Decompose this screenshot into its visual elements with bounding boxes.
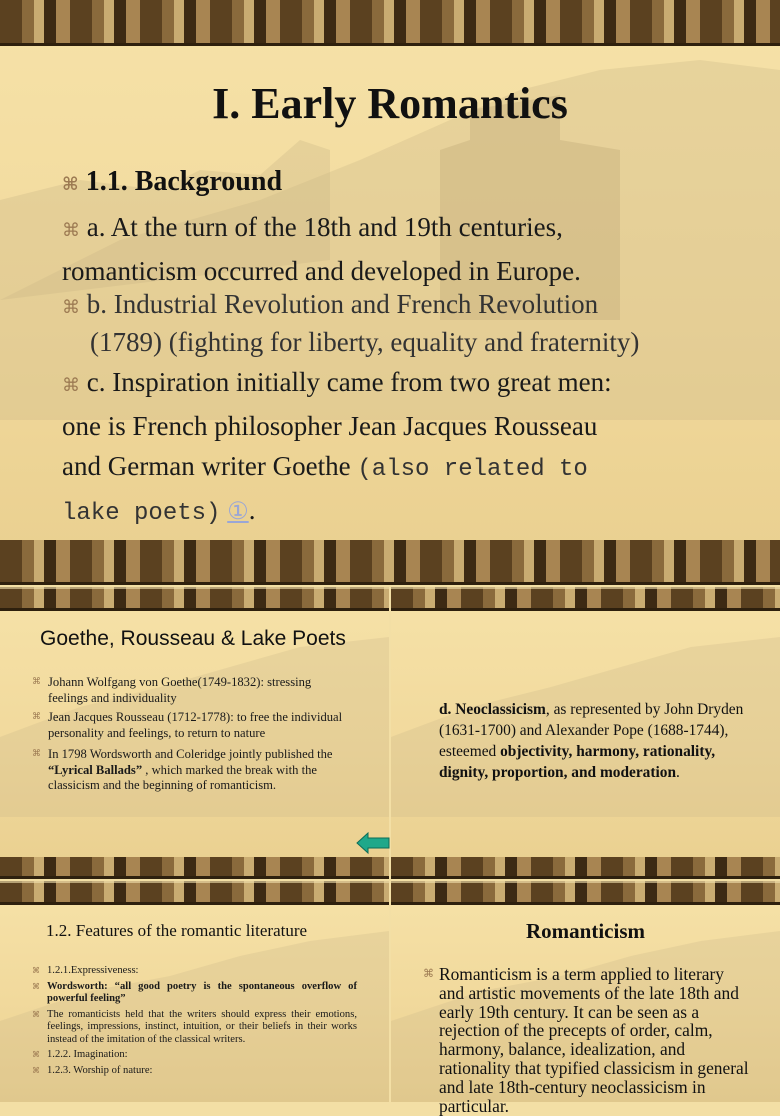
top-banner [0, 881, 389, 905]
top-banner [0, 0, 780, 46]
period: . [248, 495, 256, 525]
point-b-line1: b. Industrial Revolution and French Revolution [86, 289, 599, 319]
item3-bold: “Lyrical Ballads” [48, 762, 143, 777]
bullet-icon: ⌘ [62, 375, 80, 396]
slide-features [0, 881, 389, 1102]
point-c-line2: one is French philosopher Jean Jacques Rousseau [62, 411, 598, 441]
point-c-line3-mono: (also related to [357, 456, 588, 483]
point-c-line1: c. Inspiration initially came from two great men: [86, 367, 612, 397]
slide2-list [32, 675, 352, 794]
slide-title: I. Early Romantics [212, 79, 568, 128]
slide4-list [32, 965, 357, 1077]
bullet-icon: ⌘ [32, 966, 40, 975]
top-banner [0, 587, 389, 611]
point-b-line2: (1789) (fighting for liberty, equality and fraternity) [90, 327, 640, 357]
period: . [676, 764, 680, 781]
bullet-icon: ⌘ [32, 712, 41, 722]
back-arrow-icon[interactable] [356, 832, 390, 854]
item-wordsworth-quote: Wordsworth: “all good poetry is the spontaneous overflow of powerful feeling” [47, 980, 357, 1004]
slide-title: Goethe, Rousseau & Lake Poets [40, 627, 346, 650]
neoclassicism-text [439, 699, 757, 783]
heading-text: 1.1. Background [85, 166, 283, 197]
definition-text: Romanticism is a term applied to literary and artistic movements of the late 18th and early 19th century. It can be seen as a rejection of the precepts of order, calm, harmony, balance, idealization, and rationality that typified classicism in general and late 18th-century neoclassicism in particular. [439, 964, 749, 1116]
slide-romanticism [391, 881, 780, 1116]
bullet-icon: ⌘ [32, 1050, 40, 1059]
item-goethe: Johann Wolfgang von Goethe(1749-1832): stressing feelings and individuality [48, 675, 312, 705]
point-c [62, 362, 612, 534]
bullet-icon: ⌘ [62, 297, 80, 318]
list-item [32, 1009, 357, 1047]
point-c-line4-mono: lake poets) [62, 500, 221, 527]
background-heading [62, 166, 282, 198]
point-c-line3: and German writer Goethe [62, 451, 351, 481]
bullet-icon: ⌘ [32, 677, 41, 687]
top-banner [391, 881, 780, 905]
romanticism-definition [423, 965, 753, 1115]
neoclassicism-term: d. Neoclassicism [439, 701, 546, 718]
footnote-link[interactable]: ① [227, 499, 249, 525]
bullet-icon: ⌘ [62, 174, 79, 195]
list-item [32, 1049, 357, 1062]
list-item [32, 675, 352, 706]
bottom-banner [0, 857, 389, 879]
item-romanticists: The romanticists held that the writers should express their emotions, feelings, impressions, instinct, intuition, or their beliefs in their works instead of the imitation of the classical writers. [47, 1008, 357, 1045]
bullet-icon: ⌘ [32, 981, 40, 991]
bullet-icon: ⌘ [32, 1009, 40, 1019]
slide-title: Romanticism [526, 919, 645, 943]
list-item [32, 710, 352, 741]
list-item [32, 1065, 357, 1078]
top-banner [391, 587, 780, 611]
slide-neoclassicism [391, 587, 780, 879]
item-rousseau: Jean Jacques Rousseau (1712-1778): to free the individual personality and feelings, to return to nature [48, 710, 343, 740]
list-item [32, 981, 357, 1006]
item-worship-nature: 1.2.3. Worship of nature: [47, 1064, 153, 1076]
item3-post: , which marked the break with the classicism and the beginning of romanticism. [48, 762, 317, 792]
bullet-icon: ⌘ [32, 749, 41, 759]
neoclassicism-values: objectivity, harmony, rationality, dignity, proportion, and moderation [439, 743, 716, 781]
bullet-icon: ⌘ [32, 1065, 40, 1075]
bottom-banner [0, 540, 780, 585]
item3-pre: In 1798 Wordsworth and Coleridge jointly published the [48, 747, 333, 761]
list-item [32, 747, 352, 794]
bottom-banner [391, 857, 780, 879]
item-imagination: 1.2.2. Imagination: [47, 1049, 128, 1060]
slide-goethe-rousseau [0, 587, 389, 879]
point-a-line2: romanticism occurred and developed in Europe. [62, 256, 581, 286]
point-a-line1: a. At the turn of the 18th and 19th centuries, [86, 212, 563, 242]
point-b [62, 287, 639, 359]
point-a [62, 207, 581, 292]
item-lyrical-ballads [48, 747, 352, 794]
item-expressiveness: 1.2.1.Expressiveness: [47, 965, 139, 976]
list-item [32, 965, 357, 978]
bullet-icon: ⌘ [423, 967, 434, 980]
slide-title: 1.2. Features of the romantic literature [46, 921, 308, 940]
bullet-icon: ⌘ [62, 220, 80, 241]
neoclassicism-desc: , as represented by John Dryden (1631-1700) and Alexander Pope (1688-1744), esteemed [439, 701, 744, 760]
